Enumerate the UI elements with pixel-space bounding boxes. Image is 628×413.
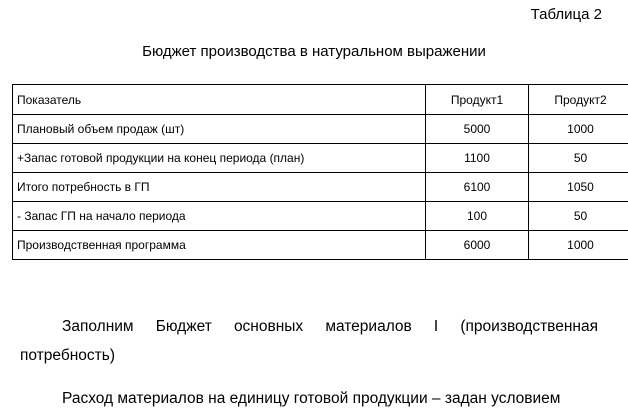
product1-value: 100 — [426, 202, 529, 231]
row-label: Плановый объем продаж (шт) — [13, 115, 426, 144]
product1-value: 1100 — [426, 144, 529, 173]
table-row — [13, 115, 628, 144]
paragraph-materials-budget: Заполним Бюджет основных материалов I (производственная потребность) — [20, 312, 598, 370]
product1-value: 6100 — [426, 173, 529, 202]
table-row — [13, 144, 628, 173]
product1-value: 6000 — [426, 231, 529, 260]
table-title: Бюджет производства в натуральном выражении — [0, 43, 628, 60]
table-header-row — [13, 85, 628, 115]
paragraph-material-consumption: Расход материалов на единицу готовой продукции – задан условием — [20, 384, 598, 413]
product2-value: 50 — [529, 202, 628, 231]
table-number: Таблица 2 — [531, 6, 602, 23]
product1-value: 5000 — [426, 115, 529, 144]
product2-value: 50 — [529, 144, 628, 173]
table-row — [13, 231, 628, 260]
product2-value: 1000 — [529, 115, 628, 144]
product2-value: 1050 — [529, 173, 628, 202]
row-label: Производственная программа — [13, 231, 426, 260]
row-label: +Запас готовой продукции на конец периода (план) — [13, 144, 426, 173]
header-indicator: Показатель — [13, 85, 426, 115]
row-label: Итого потребность в ГП — [13, 173, 426, 202]
header-product1: Продукт1 — [426, 85, 529, 115]
header-product2: Продукт2 — [529, 85, 628, 115]
table-row — [13, 173, 628, 202]
row-label: - Запас ГП на начало периода — [13, 202, 426, 231]
product2-value: 1000 — [529, 231, 628, 260]
table-row — [13, 202, 628, 231]
production-budget-table — [12, 84, 628, 260]
